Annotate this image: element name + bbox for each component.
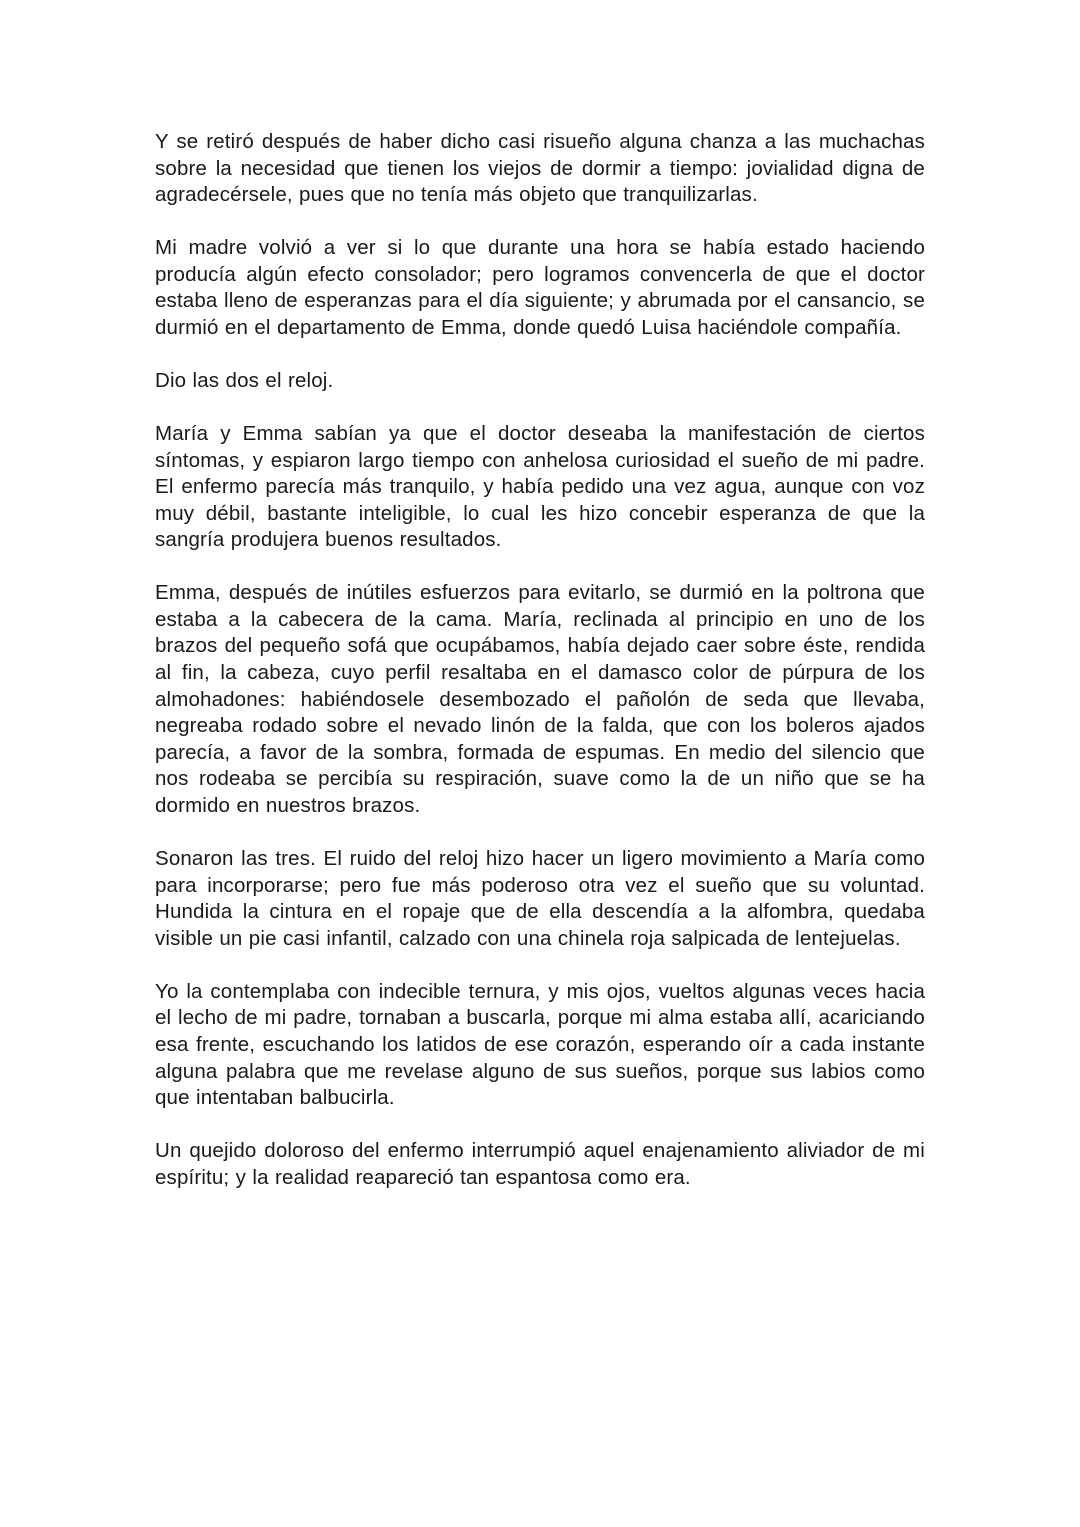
paragraph-1: Y se retiró después de haber dicho casi risueño alguna chanza a las muchachas sobre la necesidad que tienen los viejos de dormir a tiempo: jovialidad digna de agradecérsele, pues que no tenía más objeto que tranquilizarlas. (155, 130, 925, 207)
paragraph-8: Un quejido doloroso del enfermo interrumpió aquel enajenamiento aliviador de mi espíritu; y la realidad reapareció tan espantosa como era. (155, 1139, 925, 1189)
paragraph-6: Sonaron las tres. El ruido del reloj hizo hacer un ligero movimiento a María como para incorporarse; pero fue más poderoso otra vez el sueño que su voluntad. Hundida la cintura en el ropaje que de ella descendía a la alfombra, quedaba visible un pie casi infantil, calzado con una chinela roja salpicada de lentejuelas. (155, 847, 925, 950)
paragraph-2: Mi madre volvió a ver si lo que durante una hora se había estado haciendo producía algún efecto consolador; pero logramos convencerla de que el doctor estaba lleno de esperanzas para el día siguiente; y abrumada por el cansancio, se durmió en el departamento de Emma, donde quedó Luisa haciéndole compañía. (155, 236, 925, 339)
document-page (155, 129, 925, 1218)
paragraph-7: Yo la contemplaba con indecible ternura, y mis ojos, vueltos algunas veces hacia el lecho de mi padre, tornaban a buscarla, porque mi alma estaba allí, acariciando esa frente, escuchando los latidos de ese corazón, esperando oír a cada instante alguna palabra que me revelase alguno de sus sueños, porque sus labios como que intentaban balbucirla. (155, 979, 925, 1110)
paragraph-4: María y Emma sabían ya que el doctor deseaba la manifestación de ciertos síntomas, y espiaron largo tiempo con anhelosa curiosidad el sueño de mi padre. El enfermo parecía más tranquilo, y había pedido una vez agua, aunque con voz muy débil, bastante inteligible, lo cual les hizo concebir esperanza de que la sangría produjera buenos resultados. (155, 421, 925, 552)
paragraph-3: Dio las dos el reloj. (155, 368, 334, 392)
paragraph-5: Emma, después de inútiles esfuerzos para evitarlo, se durmió en la poltrona que estaba a la cabecera de la cama. María, reclinada al principio en uno de los brazos del pequeño sofá que ocupábamos, había dejado caer sobre éste, rendida al fin, la cabeza, cuyo perfil resaltaba en el damasco color de púrpura de los almohadones: habiéndosele desembozado el pañolón de seda que llevaba, negreaba rodado sobre el nevado linón de la falda, que con los boleros ajados parecía, a favor de la sombra, formada de espumas. En medio del silencio que nos rodeaba se percibía su respiración, suave como la de un niño que se ha dormido en nuestros brazos. (155, 581, 925, 818)
